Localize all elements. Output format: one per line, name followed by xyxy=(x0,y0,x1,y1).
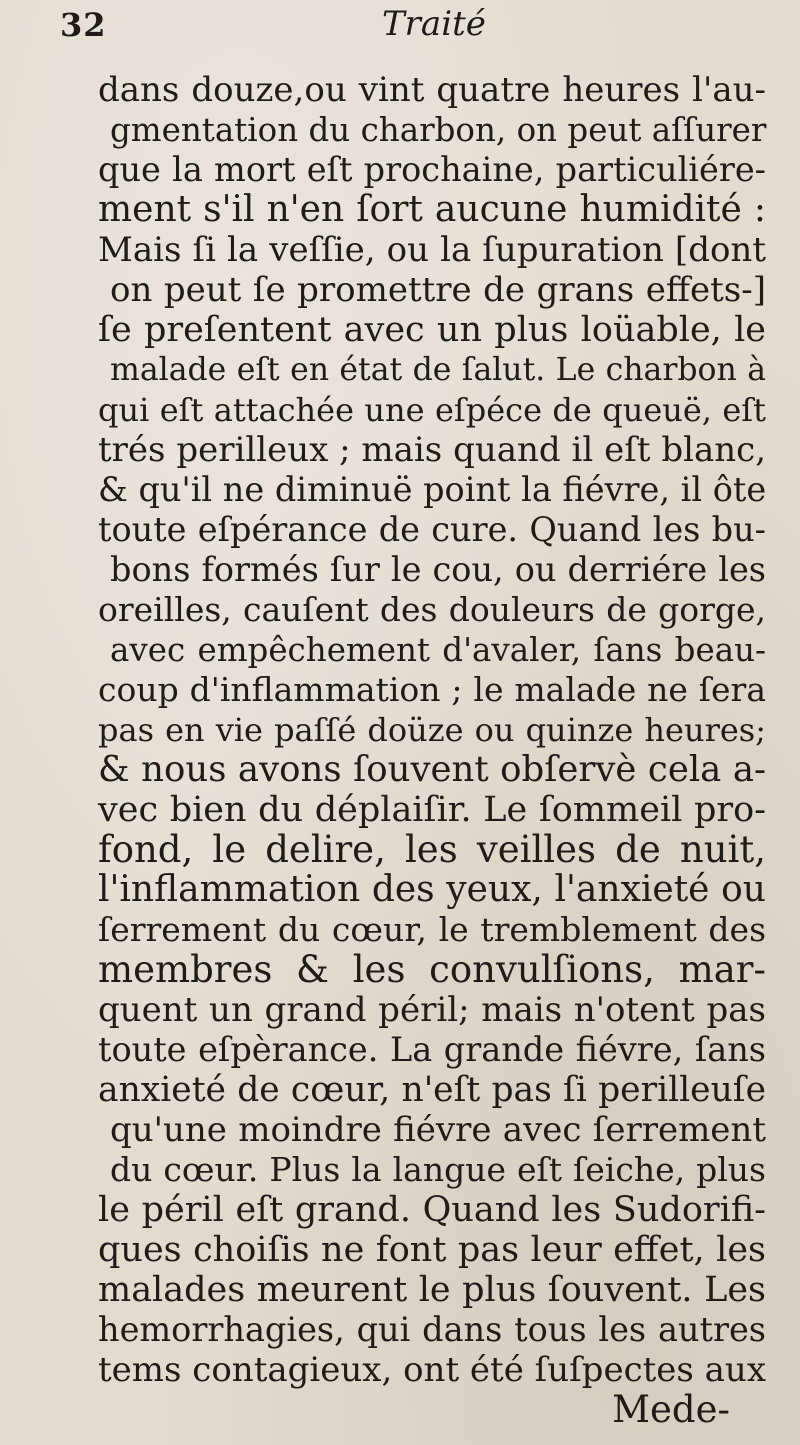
text-line: le péril eſt grand. Quand les Sudorifi- xyxy=(98,1190,766,1230)
text-line: quent un grand péril; mais n'otent pas xyxy=(98,990,766,1030)
text-line: toute eſpèrance. La grande fiévre, ſans xyxy=(98,1030,766,1069)
text-line: ſerrement du cœur, le tremblement des xyxy=(98,910,766,949)
text-line: Mais ſi la veſſie, ou la ſupuration [dont xyxy=(98,230,766,270)
text-line: tems contagieux, ont été ſuſpectes aux xyxy=(98,1350,766,1390)
text-line: membres & les convulſions, mar- xyxy=(98,948,766,991)
text-line: du cœur. Plus la langue eſt ſeiche, plus xyxy=(110,1150,766,1189)
catchword: Mede- xyxy=(612,1388,730,1431)
text-line: l'inflammation des yeux, l'anxieté ou xyxy=(98,869,766,910)
page-number: 32 xyxy=(60,6,107,44)
text-line: & nous avons ſouvent obſervè cela a- xyxy=(98,749,766,790)
text-line: qui eſt attachée une eſpéce de queuë, eſt xyxy=(98,391,766,429)
text-line: on peut ſe promettre de grans effets-] xyxy=(110,270,766,310)
text-line: toute eſpérance de cure. Quand les bu- xyxy=(98,510,766,549)
text-line: bons formés ſur le cou, ou derriére les xyxy=(110,550,766,589)
text-line: pas en vie paſſé doüze ou quinze heures; xyxy=(98,711,766,749)
text-line: trés perilleux ; mais quand il eſt blanc, xyxy=(98,430,766,470)
running-title: Traité xyxy=(382,4,486,44)
text-line: ſe preſentent avec un plus loüable, le xyxy=(98,310,766,350)
text-line: coup d'inflammation ; le malade ne ſera xyxy=(98,670,766,709)
text-line: dans douze,ou vint quatre heures l'au- xyxy=(98,70,766,110)
running-head xyxy=(0,2,800,42)
text-line: que la mort eſt prochaine, particuliére- xyxy=(98,150,766,189)
text-line: gmentation du charbon, on peut aſſurer xyxy=(110,111,767,149)
text-line: ques choiſis ne font pas leur effet, les xyxy=(98,1230,766,1270)
text-line: qu'une moindre fiévre avec ſerrement xyxy=(110,1110,766,1150)
text-line: vec bien du déplaiſir. Le ſommeil pro- xyxy=(98,790,766,830)
text-line: & qu'il ne diminuë point la fiévre, il ôte xyxy=(98,470,767,509)
text-line: avec empêchement d'avaler, ſans beau- xyxy=(110,631,766,669)
text-line: oreilles, cauſent des douleurs de gorge, xyxy=(98,590,766,629)
text-line: ment s'il n'en ſort aucune humidité : xyxy=(98,189,766,230)
text-line: malade eſt en état de ſalut. Le charbon à xyxy=(110,352,766,388)
text-line: fond, le delire, les veilles de nuit, xyxy=(98,828,766,871)
text-line: malades meurent le plus ſouvent. Les xyxy=(98,1270,766,1310)
text-line: anxieté de cœur, n'eſt pas ſi perilleuſe xyxy=(98,1070,766,1110)
text-line: hemorrhagies, qui dans tous les autres xyxy=(98,1310,766,1349)
